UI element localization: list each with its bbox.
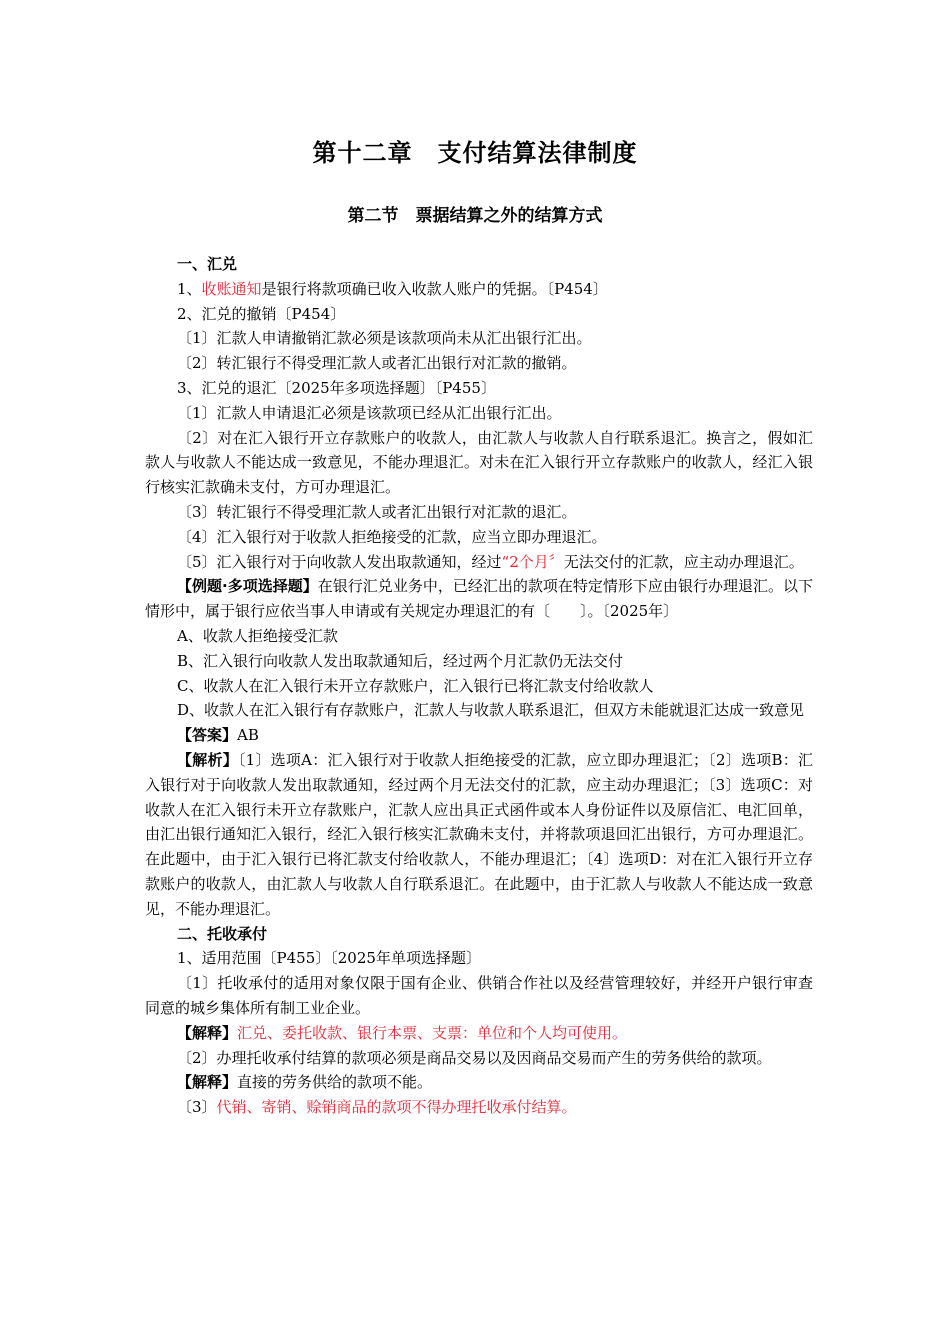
paragraph (145, 277, 813, 302)
text-run: 无法交付的汇款，应主动办理退汇。 (563, 552, 804, 571)
example-question (145, 574, 813, 624)
paragraph: 〔3〕转汇银行不得受理汇款人或者汇出银行对汇款的退汇。 (177, 502, 577, 521)
chapter-title: 第十二章 支付结算法律制度 (312, 139, 638, 167)
paragraph: 〔1〕汇款人申请退汇必须是该款项已经从汇出银行汇出。 (177, 403, 562, 422)
option-c: C、收款人在汇入银行未开立存款账户，汇入银行已将汇款支付给收款人 (177, 676, 654, 695)
paragraph (145, 550, 813, 575)
paragraph: 〔2〕转汇银行不得受理汇款人或者汇出银行对汇款的撤销。 (177, 354, 577, 373)
text-run: 1、 (177, 279, 202, 298)
text-run: 〔5〕汇入银行对于向收款人发出取款通知，经过 (177, 552, 502, 571)
paragraph: 〔1〕托收承付的适用对象仅限于国有企业、供销合作社以及经营管理较好，并经开户银行审查同意的城乡集体所有制工业企业。 (145, 974, 813, 1017)
explanation-label: 【解释】 (177, 1073, 238, 1092)
answer (145, 723, 813, 748)
explanation (145, 1021, 813, 1046)
highlight-text: 汇兑、委托收款、银行本票、支票：单位和个人均可使用。 (237, 1023, 628, 1042)
answer-text: AB (237, 726, 259, 745)
text-run: 在银行汇兑业务中，已经汇出的款项在特定情形下应由银行办理退汇。以下情形中，属于银行应依当事人申请或有关规定办理退汇的有〔 〕。〔2025年〕 (145, 577, 813, 621)
section-title: 第二节 票据结算之外的结算方式 (347, 206, 603, 226)
highlight-text: “2个月〞 (501, 552, 564, 571)
text-run: 〔3〕 (177, 1098, 217, 1117)
highlight-text: 代销、寄销、赊销商品的款项不得办理托收承付结算。 (216, 1098, 577, 1117)
text-run: 是银行将款项确已收入收款人账户的凭据。〔P454〕 (261, 279, 608, 298)
paragraph: 2、汇兑的撤销〔P454〕 (177, 304, 346, 323)
paragraph: 〔4〕汇入银行对于收款人拒绝接受的汇款，应当立即办理退汇。 (177, 527, 607, 546)
heading-remittance: 一、汇兑 (177, 255, 238, 273)
example-label: 【例题·多项选择题】 (177, 577, 318, 596)
text-run: 直接的劳务供给的款项不能。 (237, 1073, 433, 1092)
highlight-text: 收账通知 (201, 279, 262, 298)
paragraph: 〔2〕办理托收承付结算的款项必须是商品交易以及因商品交易而产生的劳务供给的款项。 (177, 1048, 772, 1067)
analysis-label: 【解析】 (177, 750, 238, 769)
heading-collection: 二、托收承付 (177, 924, 268, 943)
analysis (145, 748, 813, 922)
paragraph: 1、适用范围〔P455〕〔2025年单项选择题〕 (177, 949, 481, 968)
paragraph (145, 1095, 813, 1120)
option-b: B、汇入银行向收款人发出取款通知后，经过两个月汇款仍无法交付 (177, 651, 624, 670)
explanation-label: 【解释】 (177, 1023, 238, 1042)
paragraph: 〔1〕汇款人申请撤销汇款必须是该款项尚未从汇出银行汇出。 (177, 329, 592, 348)
paragraph: 〔2〕对在汇入银行开立存款账户的收款人，由汇款人与收款人自行联系退汇。换言之，假如汇款人与收款人不能达成一致意见，不能办理退汇。对未在汇入银行开立存款账户的收款人，经汇入银行核实汇款确未支付，方可办理退汇。 (145, 428, 813, 497)
option-d: D、收款人在汇入银行有存款账户，汇款人与收款人联系退汇，但双方未能就退汇达成一致意见 (177, 701, 805, 720)
answer-label: 【答案】 (177, 726, 238, 745)
document-body (145, 252, 813, 1120)
analysis-text: 〔1〕选项A：汇入银行对于收款人拒绝接受的汇款，应立即办理退汇；〔2〕选项B：汇入银行对于向收款人发出取款通知，经过两个月无法交付的汇款，应主动办理退汇；〔3〕选项C：对收款人在汇入银行未开立存款账户，汇款人应出具正式函件或本人身份证件以及原信汇、电汇回单，由汇出银行通知汇入银行，经汇入银行核实汇款确未支付，并将款项退回汇出银行，方可办理退汇。在此题中，由于汇入银行已将汇款支付给收款人，不能办理退汇；〔4〕选项D：对在汇入银行开立存款账户的收款人，由汇款人与收款人自行联系退汇。在此题中，由于汇款人与收款人不能达成一致意见，不能办理退汇。 (145, 750, 813, 918)
explanation (145, 1070, 813, 1095)
option-a: A、收款人拒绝接受汇款 (177, 626, 338, 645)
paragraph: 3、汇兑的退汇〔2025年多项选择题〕〔P455〕 (177, 378, 496, 397)
